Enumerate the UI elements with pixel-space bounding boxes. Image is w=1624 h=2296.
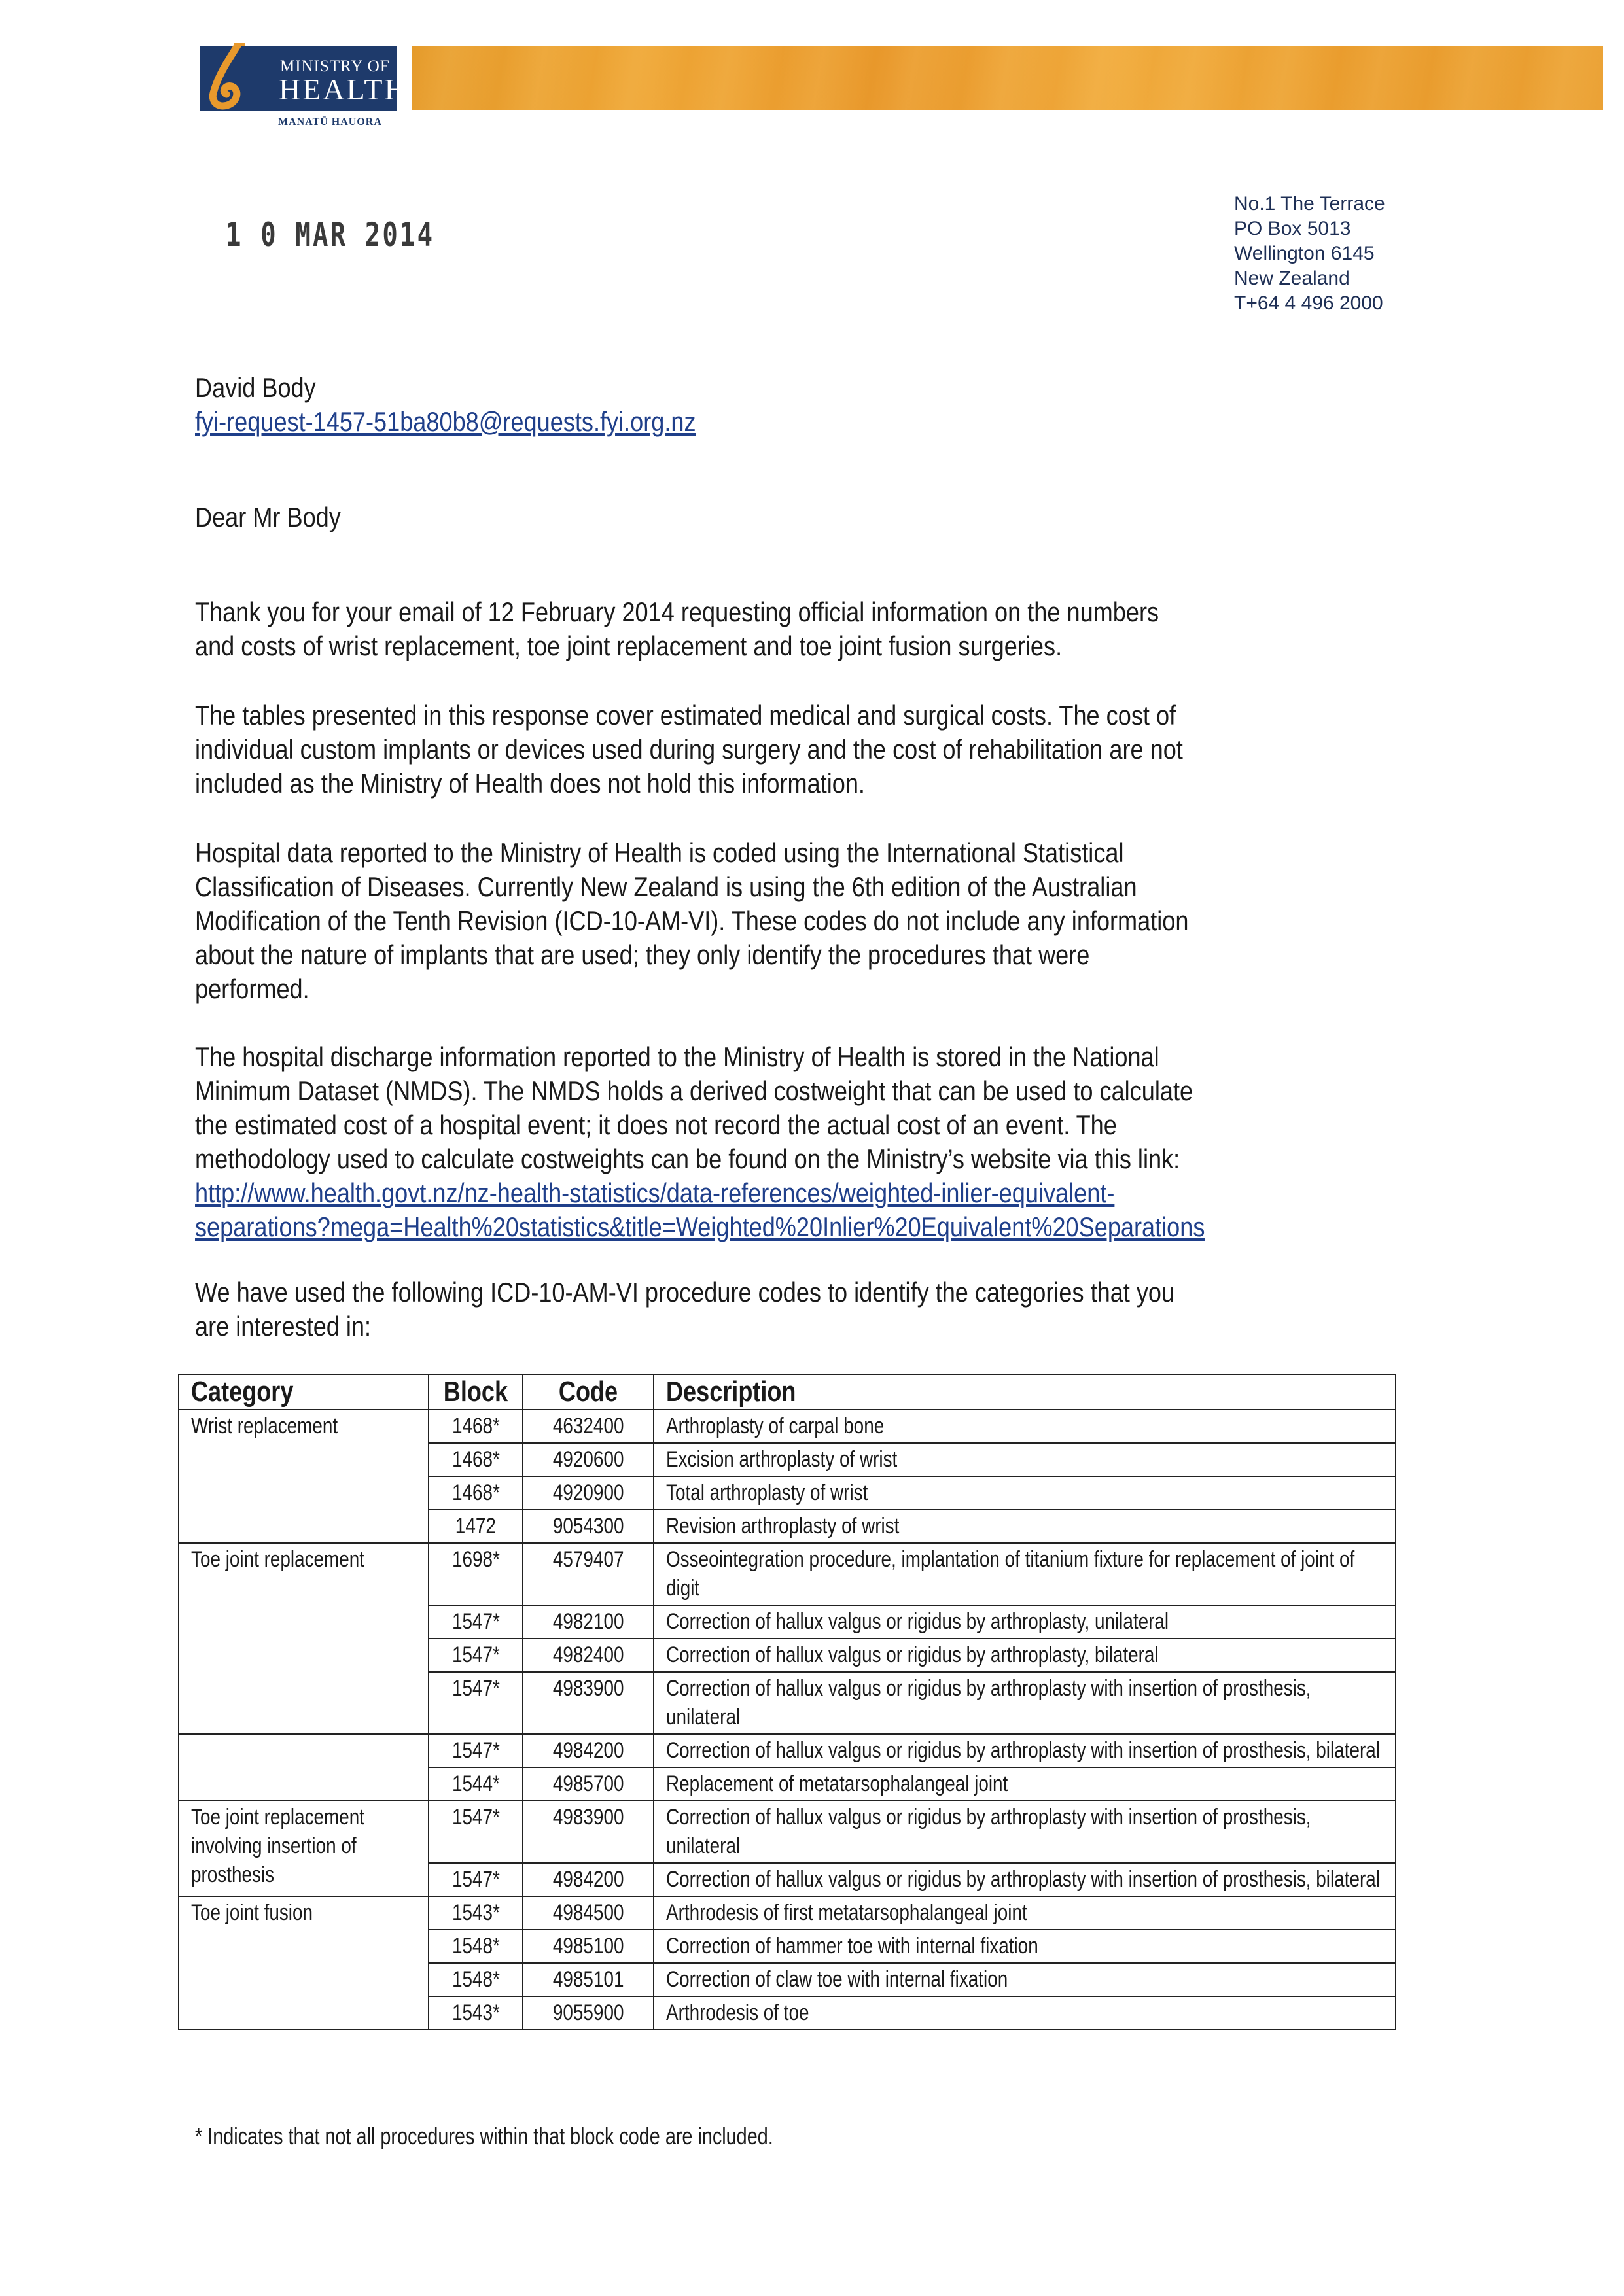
text-line: methodology used to calculate costweights can be found on the Ministry’s website via this link: bbox=[195, 1143, 1180, 1174]
block-cell: 1468* bbox=[429, 1476, 523, 1510]
block-cell: 1547* bbox=[429, 1639, 523, 1672]
block-cell: 1547* bbox=[429, 1734, 523, 1767]
block-cell: 1543* bbox=[429, 1996, 523, 2030]
description-cell: Correction of claw toe with internal fixation bbox=[654, 1963, 1396, 1996]
text-line: We have used the following ICD-10-AM-VI procedure codes to identify the categories that you bbox=[195, 1277, 1175, 1308]
date-stamp: 1 0 MAR 2014 bbox=[226, 216, 435, 254]
code-cell: 9055900 bbox=[523, 1996, 654, 2030]
code-cell: 4984500 bbox=[523, 1896, 654, 1930]
table-row bbox=[179, 1801, 1396, 1863]
block-cell: 1547* bbox=[429, 1672, 523, 1734]
header-code: Code bbox=[523, 1374, 654, 1410]
block-cell: 1468* bbox=[429, 1410, 523, 1443]
category-cell: Toe joint replacement involving insertion of prosthesis bbox=[179, 1801, 429, 1896]
block-cell: 1543* bbox=[429, 1896, 523, 1930]
code-cell: 4982400 bbox=[523, 1639, 654, 1672]
text-line: The tables presented in this response cover estimated medical and surgical costs. The cost of bbox=[195, 700, 1176, 731]
text-line: Hospital data reported to the Ministry of Health is coded using the International Statistical bbox=[195, 837, 1124, 868]
address-line: PO Box 5013 bbox=[1234, 218, 1351, 239]
koru-swirl-icon bbox=[204, 43, 256, 111]
code-cell: 9054300 bbox=[523, 1510, 654, 1543]
table-row bbox=[179, 1410, 1396, 1443]
address-line: No.1 The Terrace bbox=[1234, 193, 1385, 215]
recipient-email-link[interactable]: fyi-request-1457-51ba80b8@requests.fyi.org.nz bbox=[195, 406, 696, 437]
description-cell: Correction of hallux valgus or rigidus by arthroplasty with insertion of prosthesis, unilateral bbox=[654, 1801, 1396, 1863]
text-line: performed. bbox=[195, 973, 309, 1004]
description-cell: Arthrodesis of toe bbox=[654, 1996, 1396, 2030]
text-line: the estimated cost of a hospital event; it does not record the actual cost of an event. The bbox=[195, 1109, 1117, 1140]
text-line: The hospital discharge information reported to the Ministry of Health is stored in the National bbox=[195, 1041, 1159, 1072]
code-cell: 4984200 bbox=[523, 1863, 654, 1896]
description-cell: Correction of hallux valgus or rigidus by arthroplasty, unilateral bbox=[654, 1605, 1396, 1639]
text-line: Thank you for your email of 12 February 2014 requesting official information on the numbers bbox=[195, 597, 1159, 627]
block-cell: 1472 bbox=[429, 1510, 523, 1543]
description-cell: Arthroplasty of carpal bone bbox=[654, 1410, 1396, 1443]
table-header-row bbox=[179, 1374, 1396, 1410]
description-cell: Revision arthroplasty of wrist bbox=[654, 1510, 1396, 1543]
code-cell: 4920900 bbox=[523, 1476, 654, 1510]
link-line[interactable]: http://www.health.govt.nz/nz-health-statistics/data-references/weighted-inlier-equivalent- bbox=[195, 1177, 1115, 1208]
logo-text-health: HEALTH bbox=[279, 73, 408, 106]
letterhead-orange-band bbox=[412, 46, 1603, 110]
paragraph-cost-scope bbox=[195, 699, 1489, 801]
category-cell: Toe joint fusion bbox=[179, 1896, 429, 2030]
address-line: Wellington 6145 bbox=[1234, 243, 1375, 264]
table-row bbox=[179, 1734, 1396, 1767]
paragraph-icd-coding bbox=[195, 836, 1489, 1006]
ministry-logo bbox=[200, 46, 408, 111]
address-line: New Zealand bbox=[1234, 268, 1350, 289]
code-cell: 4632400 bbox=[523, 1410, 654, 1443]
link-line[interactable]: separations?mega=Health%20statistics&title=Weighted%20Inlier%20Equivalent%20Separations bbox=[195, 1211, 1205, 1242]
code-cell: 4985700 bbox=[523, 1767, 654, 1801]
code-cell: 4985100 bbox=[523, 1930, 654, 1963]
description-cell: Correction of hallux valgus or rigidus by arthroplasty, bilateral bbox=[654, 1639, 1396, 1672]
header-description: Description bbox=[654, 1374, 1396, 1410]
text-line: are interested in: bbox=[195, 1311, 372, 1342]
block-cell: 1468* bbox=[429, 1443, 523, 1476]
table-row bbox=[179, 1543, 1396, 1605]
table-row bbox=[179, 1896, 1396, 1930]
code-cell: 4920600 bbox=[523, 1443, 654, 1476]
category-cell: Toe joint replacement bbox=[179, 1543, 429, 1734]
description-cell: Arthrodesis of first metatarsophalangeal joint bbox=[654, 1896, 1396, 1930]
category-cell bbox=[179, 1734, 429, 1801]
recipient-name: David Body bbox=[195, 372, 316, 403]
text-line: about the nature of implants that are used; they only identify the procedures that were bbox=[195, 939, 1090, 970]
description-cell: Correction of hallux valgus or rigidus by arthroplasty with insertion of prosthesis, unilateral bbox=[654, 1672, 1396, 1734]
text-line: Minimum Dataset (NMDS). The NMDS holds a derived costweight that can be used to calculate bbox=[195, 1075, 1193, 1106]
recipient-block bbox=[195, 371, 1489, 439]
description-cell: Correction of hallux valgus or rigidus by arthroplasty with insertion of prosthesis, bilateral bbox=[654, 1863, 1396, 1896]
description-cell: Osseointegration procedure, implantation of titanium fixture for replacement of joint of digit bbox=[654, 1543, 1396, 1605]
costweights-methodology-link[interactable] bbox=[195, 1176, 1489, 1244]
paragraph-request-summary bbox=[195, 595, 1489, 663]
procedure-codes-table bbox=[178, 1374, 1396, 2030]
block-cell: 1547* bbox=[429, 1801, 523, 1863]
description-cell: Total arthroplasty of wrist bbox=[654, 1476, 1396, 1510]
category-cell: Wrist replacement bbox=[179, 1410, 429, 1543]
header-block: Block bbox=[429, 1374, 523, 1410]
text-line: and costs of wrist replacement, toe joint replacement and toe joint fusion surgeries. bbox=[195, 631, 1063, 661]
block-cell: 1547* bbox=[429, 1863, 523, 1896]
code-cell: 4983900 bbox=[523, 1672, 654, 1734]
code-cell: 4983900 bbox=[523, 1801, 654, 1863]
text-line: Classification of Diseases. Currently New Zealand is using the 6th edition of the Australian bbox=[195, 871, 1137, 902]
code-cell: 4982100 bbox=[523, 1605, 654, 1639]
text-line: Modification of the Tenth Revision (ICD-10-AM-VI). These codes do not include any information bbox=[195, 905, 1189, 936]
logo-maori-name: MANATŪ HAUORA bbox=[278, 116, 382, 128]
description-cell: Excision arthroplasty of wrist bbox=[654, 1443, 1396, 1476]
salutation: Dear Mr Body bbox=[195, 502, 341, 532]
description-cell: Correction of hammer toe with internal fixation bbox=[654, 1930, 1396, 1963]
address-phone: T+64 4 496 2000 bbox=[1234, 292, 1383, 314]
block-cell: 1548* bbox=[429, 1930, 523, 1963]
code-cell: 4985101 bbox=[523, 1963, 654, 1996]
block-cell: 1544* bbox=[429, 1767, 523, 1801]
description-cell: Correction of hallux valgus or rigidus by arthroplasty with insertion of prosthesis, bilateral bbox=[654, 1734, 1396, 1767]
block-cell: 1698* bbox=[429, 1543, 523, 1605]
code-cell: 4579407 bbox=[523, 1543, 654, 1605]
text-line: individual custom implants or devices used during surgery and the cost of rehabilitation are not bbox=[195, 734, 1183, 765]
logo-text-ministry-of: MINISTRY OF bbox=[280, 58, 390, 75]
text-line: included as the Ministry of Health does not hold this information. bbox=[195, 768, 865, 799]
block-cell: 1548* bbox=[429, 1963, 523, 1996]
header-category: Category bbox=[179, 1374, 429, 1410]
code-cell: 4984200 bbox=[523, 1734, 654, 1767]
paragraph-codes-intro bbox=[195, 1276, 1489, 1344]
paragraph-nmds-costweights bbox=[195, 1040, 1489, 1244]
block-cell: 1547* bbox=[429, 1605, 523, 1639]
sender-address bbox=[1234, 192, 1385, 316]
description-cell: Replacement of metatarsophalangeal joint bbox=[654, 1767, 1396, 1801]
table-footnote: * Indicates that not all procedures within that block code are included. bbox=[195, 2123, 773, 2149]
